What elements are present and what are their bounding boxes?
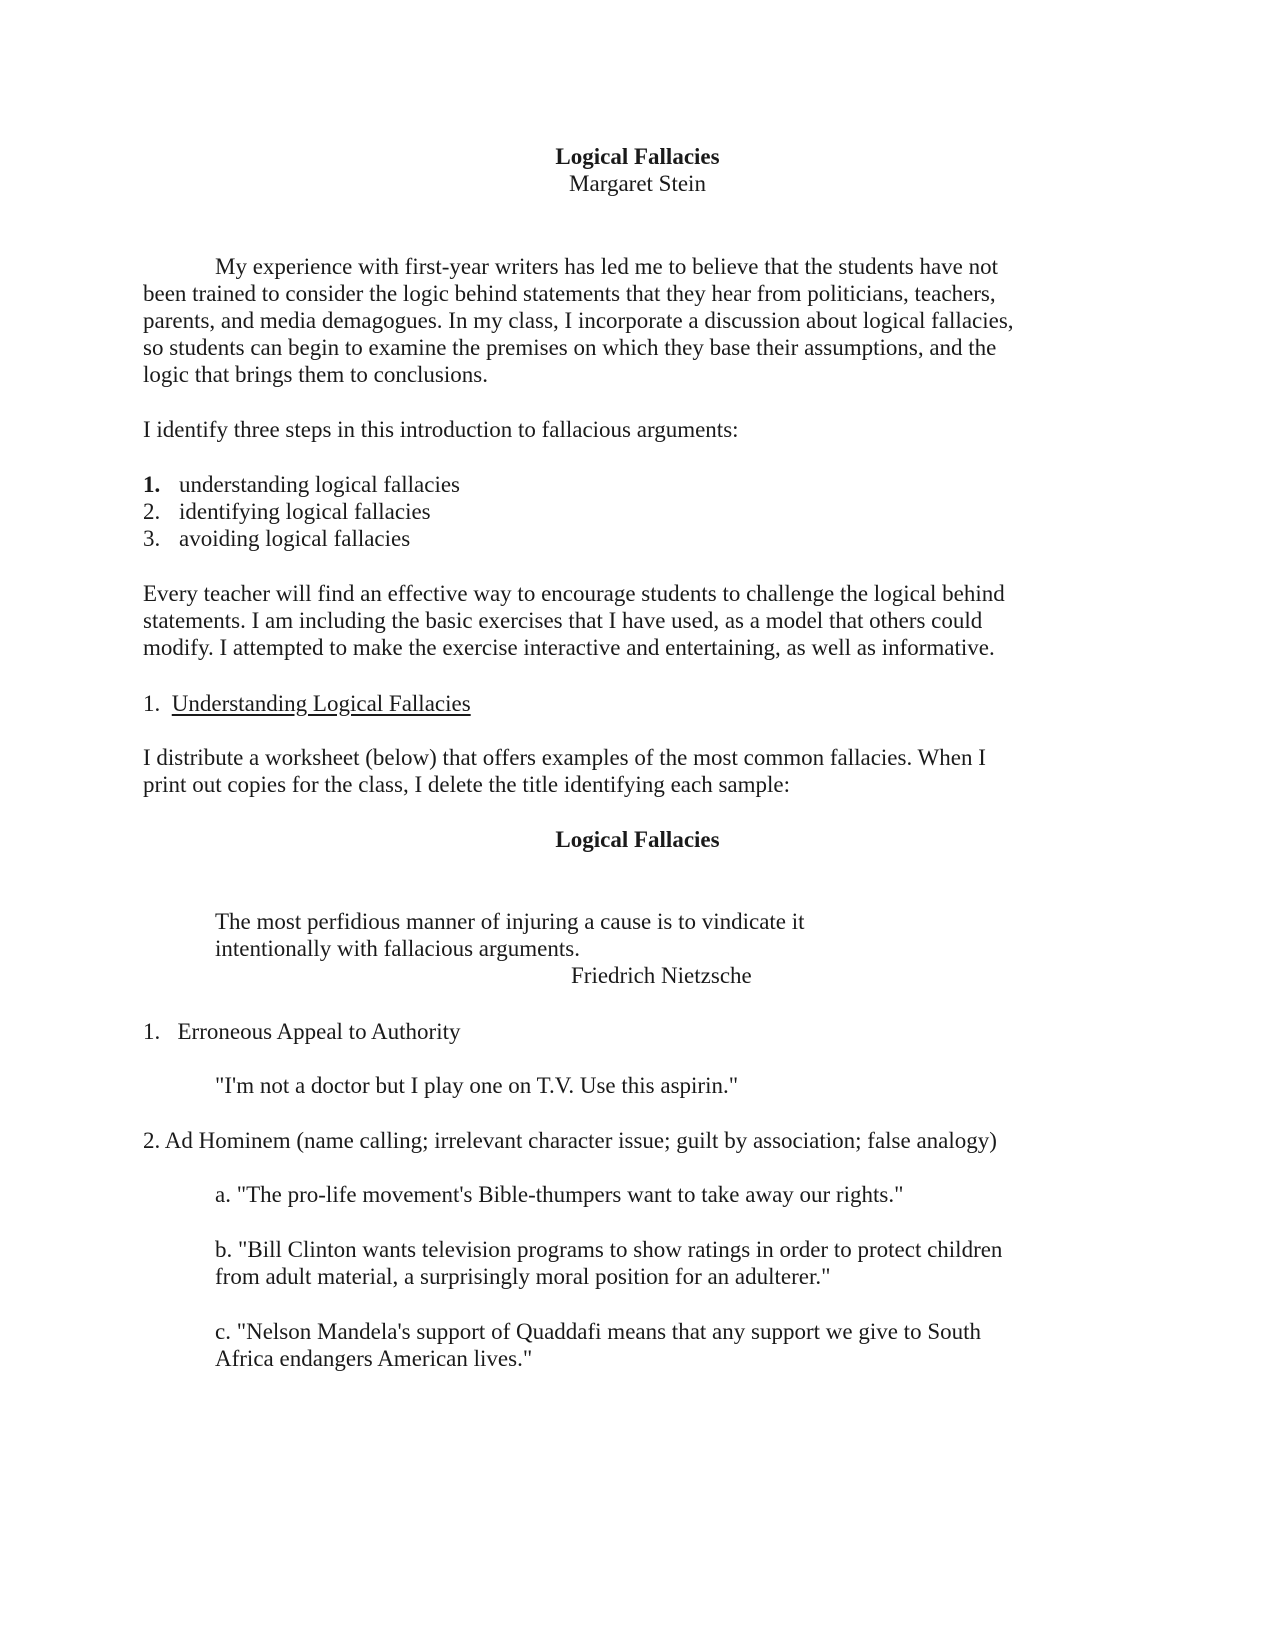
quote-attribution: Friedrich Nietzsche bbox=[571, 963, 752, 988]
list-item bbox=[143, 471, 460, 499]
fallacy-example: "I'm not a doctor but I play one on T.V. Use this aspirin." bbox=[215, 1073, 739, 1098]
quote-line: The most perfidious manner of injuring a cause is to vindicate it bbox=[215, 909, 805, 934]
intro-line: been trained to consider the logic behind statements that they hear from politicians, teachers, bbox=[143, 281, 996, 306]
section-heading bbox=[143, 690, 471, 718]
fallacy-example: Africa endangers American lives." bbox=[215, 1346, 533, 1371]
fallacy-example: from adult material, a surprisingly moral position for an adulterer." bbox=[215, 1264, 831, 1289]
fallacy-example: a. "The pro-life movement's Bible-thumpers want to take away our rights." bbox=[215, 1182, 904, 1207]
paragraph-line: modify. I attempted to make the exercise interactive and entertaining, as well as informative. bbox=[143, 635, 995, 660]
document-title: Logical Fallacies bbox=[555, 144, 720, 169]
worksheet-title: Logical Fallacies bbox=[555, 827, 720, 852]
intro-line: parents, and media demagogues. In my class, I incorporate a discussion about logical fallacies, bbox=[143, 308, 1014, 333]
fallacy-example: c. "Nelson Mandela's support of Quaddafi means that any support we give to South bbox=[215, 1319, 981, 1344]
paragraph-line: statements. I am including the basic exercises that I have used, as a model that others could bbox=[143, 608, 983, 633]
paragraph-line: print out copies for the class, I delete the title identifying each sample: bbox=[143, 772, 790, 797]
intro-line: My experience with first-year writers has led me to believe that the students have not bbox=[215, 254, 999, 279]
list-item bbox=[143, 525, 410, 553]
list-item-number: 1. bbox=[143, 472, 161, 497]
list-item-number: 3. bbox=[143, 526, 161, 551]
fallacy-heading: 1. Erroneous Appeal to Authority bbox=[143, 1019, 461, 1044]
section-number: 1. bbox=[143, 691, 161, 716]
fallacy-heading: 2. Ad Hominem (name calling; irrelevant character issue; guilt by association; false analogy) bbox=[143, 1128, 997, 1153]
intro-line: logic that brings them to conclusions. bbox=[143, 362, 488, 387]
intro-line: so students can begin to examine the premises on which they base their assumptions, and the bbox=[143, 335, 997, 360]
fallacy-example: b. "Bill Clinton wants television programs to show ratings in order to protect children bbox=[215, 1237, 1003, 1262]
document-author: Margaret Stein bbox=[569, 171, 706, 196]
list-item-text: avoiding logical fallacies bbox=[179, 526, 411, 551]
list-item-text: understanding logical fallacies bbox=[179, 472, 461, 497]
paragraph-line: Every teacher will find an effective way to encourage students to challenge the logical behind bbox=[143, 581, 1005, 606]
quote-line: intentionally with fallacious arguments. bbox=[215, 936, 580, 961]
list-item-text: identifying logical fallacies bbox=[179, 499, 431, 524]
steps-intro: I identify three steps in this introduction to fallacious arguments: bbox=[143, 417, 739, 442]
section-title: Understanding Logical Fallacies bbox=[171, 691, 471, 716]
list-item-number: 2. bbox=[143, 499, 161, 524]
paragraph-line: I distribute a worksheet (below) that offers examples of the most common fallacies. When I bbox=[143, 745, 986, 770]
list-item bbox=[143, 498, 431, 526]
